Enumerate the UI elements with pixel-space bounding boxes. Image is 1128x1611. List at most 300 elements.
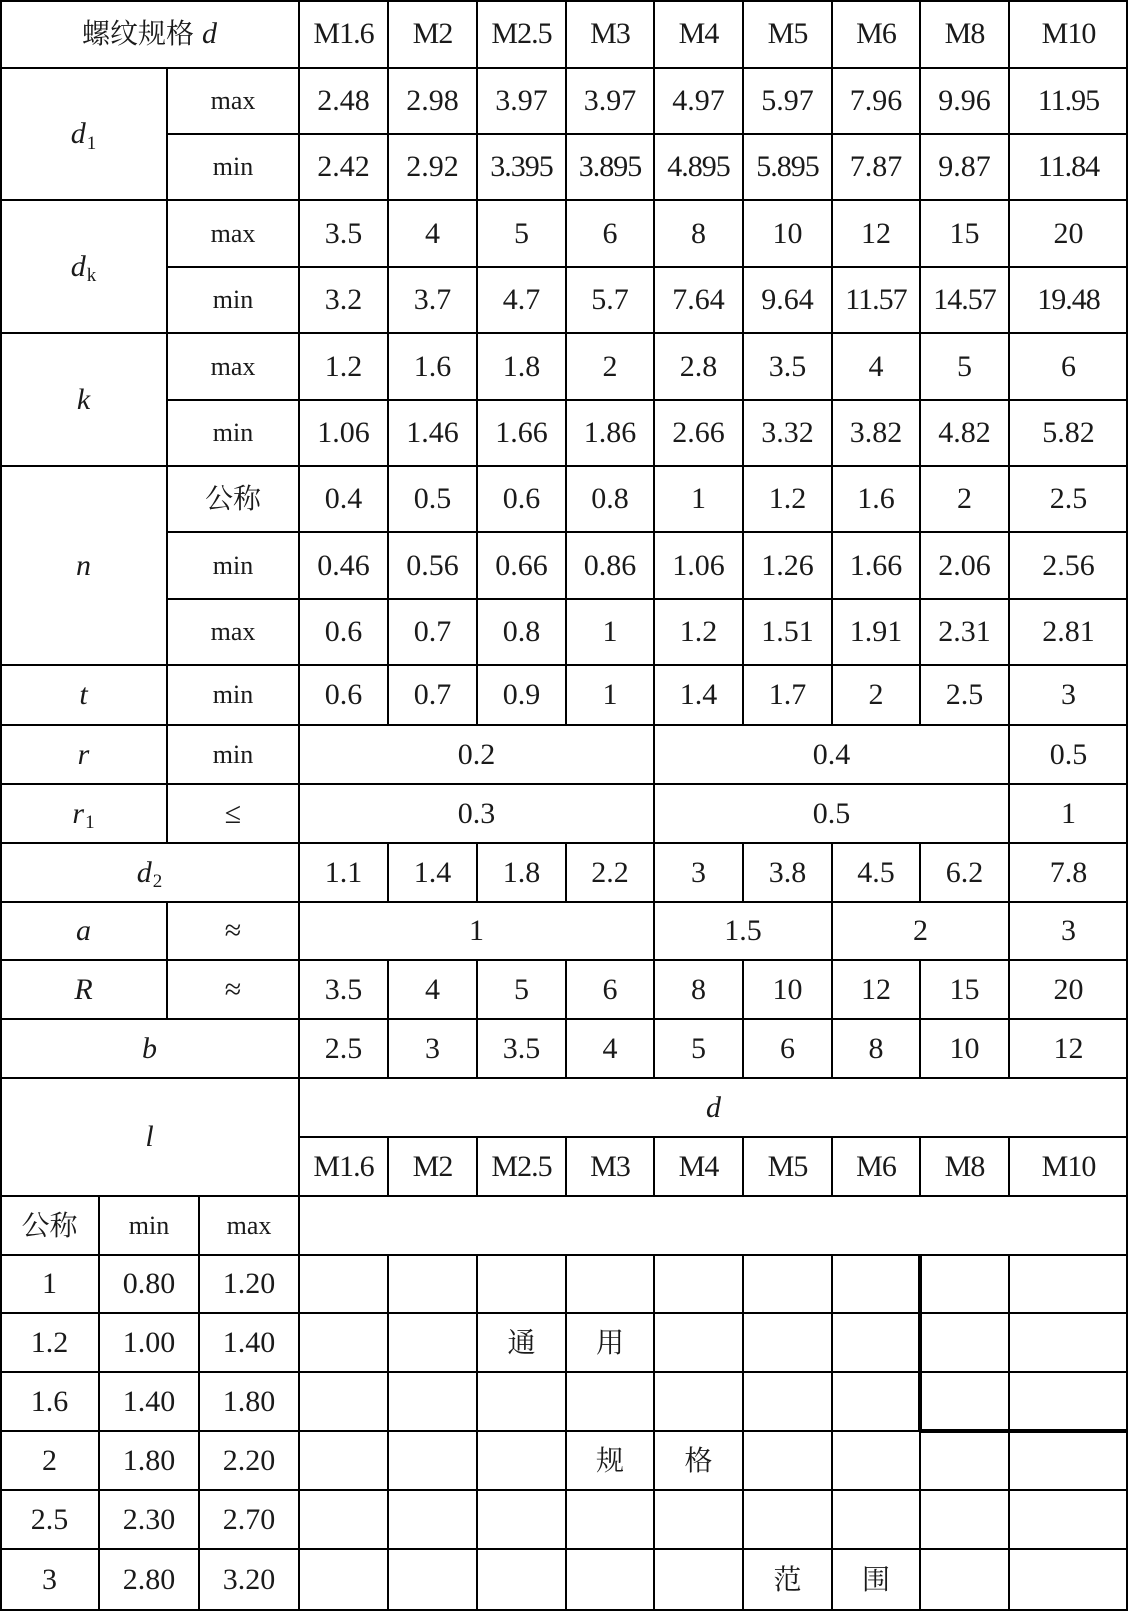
length-nominal-header: [0, 1196, 99, 1255]
d2-value-text: 7.8: [1049, 855, 1088, 889]
grid-line: [0, 1548, 1128, 1550]
n-min-value-text: 0.66: [495, 548, 548, 582]
n-max-value: [654, 599, 743, 665]
d2-value: [477, 843, 566, 902]
d1-max-value: [743, 68, 832, 134]
length-nominal-value: [0, 1372, 99, 1431]
length-min-value: [99, 1372, 199, 1431]
k-max-value: [477, 333, 566, 400]
t-value: [832, 665, 920, 725]
b-value: [477, 1019, 566, 1078]
n-nominal-value-text: 0.4: [324, 482, 363, 515]
d2-value: [566, 843, 654, 902]
r1-value-text: 0.5: [812, 796, 851, 830]
length-size-header: [388, 1137, 477, 1196]
range-label-char-text: 范: [773, 1563, 802, 1596]
range-label-char-text: 通: [507, 1325, 536, 1359]
size-header-text: M2: [412, 17, 453, 50]
length-min-header-text: min: [128, 1210, 170, 1240]
param-d2-symbol-text: d: [136, 855, 152, 889]
d2-value-text: 3: [691, 855, 706, 889]
grid-line: [476, 960, 478, 1078]
range-label-char: [832, 1549, 920, 1611]
b-value-text: 10: [949, 1031, 980, 1065]
d2-value: [1009, 843, 1128, 902]
param-d1-symbol-subscript: 1: [86, 132, 97, 154]
param-a-symbol: [0, 902, 167, 960]
t-value-text: 2: [868, 678, 884, 711]
n-max-value: [832, 599, 920, 665]
dk-min-value-text: 4.7: [502, 283, 541, 316]
a-value: [299, 902, 654, 960]
k-min-value: [920, 400, 1009, 466]
spec-header-var: d: [202, 17, 217, 50]
grid-line: [387, 843, 389, 902]
R-value: [920, 960, 1009, 1019]
k-max-value-text: 2: [602, 349, 618, 383]
d1-min-value: [299, 134, 388, 200]
grid-line: [0, 1195, 1128, 1197]
d1-min-value-text: 7.87: [849, 150, 903, 183]
n-min-value-text: 0.56: [406, 548, 459, 582]
length-nominal-value-text: 3: [42, 1563, 57, 1596]
n-max-value-text: 1: [602, 615, 618, 648]
dk-max-value-text: 12: [861, 216, 891, 250]
param-d1-symbol-text: d: [70, 117, 86, 150]
dk-min-value: [832, 267, 920, 333]
grid-line: [653, 1255, 655, 1611]
range-label-char: [477, 1313, 566, 1372]
qualifier-min: [167, 134, 299, 200]
range-label-char: [743, 1549, 832, 1611]
n-nominal-value: [477, 466, 566, 532]
n-max-value-text: 0.6: [324, 615, 363, 648]
d1-min-value: [832, 134, 920, 200]
grid-line: [919, 843, 921, 902]
k-max-value-text: 5: [957, 349, 972, 383]
b-value: [920, 1019, 1009, 1078]
d1-min-value-text: 4.895: [667, 150, 730, 183]
d1-min-value-text: 9.87: [938, 150, 991, 183]
dk-min-value-text: 5.7: [591, 283, 629, 316]
d2-value: [743, 843, 832, 902]
grid-line: [167, 133, 1128, 135]
grid-line: [0, 783, 1128, 785]
length-symbol: [0, 1078, 299, 1196]
t-value-text: 3: [1061, 678, 1076, 711]
d1-max-value: [832, 68, 920, 134]
n-nominal-value-text: 2.5: [1049, 482, 1088, 515]
grid-line: [1008, 1137, 1010, 1196]
t-value: [1009, 665, 1128, 725]
n-max-value-text: 1.91: [849, 615, 903, 648]
grid-line: [742, 1137, 744, 1196]
R-value: [566, 960, 654, 1019]
length-size-header-text: M4: [678, 1149, 719, 1183]
t-value: [566, 665, 654, 725]
size-header: [920, 0, 1009, 68]
spec-header-label-text: 螺纹规格: [81, 17, 194, 50]
length-max-value-text: 2.20: [222, 1443, 276, 1477]
n-max-value: [299, 599, 388, 665]
n-min-value: [388, 532, 477, 599]
n-max-value: [388, 599, 477, 665]
grid-line: [1008, 902, 1010, 960]
length-min-value-text: 1.00: [122, 1325, 176, 1359]
grid-line: [831, 1255, 833, 1611]
grid-line: [742, 843, 744, 902]
k-min-value-text: 1.46: [406, 416, 459, 449]
grid-line: [0, 842, 1128, 844]
grid-line: [1008, 0, 1010, 725]
dk-min-value: [654, 267, 743, 333]
r1-value-text: 1: [1061, 796, 1076, 830]
size-header: [654, 0, 743, 68]
dk-min-value-text: 7.64: [672, 283, 725, 316]
grid-line: [476, 1137, 478, 1196]
dk-max-value-text: 3.5: [324, 216, 363, 250]
dk-min-value: [920, 267, 1009, 333]
n-max-value-text: 0.8: [502, 615, 541, 648]
grid-line: [653, 725, 655, 843]
r-value-text: 0.4: [812, 737, 851, 771]
n-nominal-value: [566, 466, 654, 532]
dk-max-value: [832, 200, 920, 267]
b-value: [388, 1019, 477, 1078]
dk-min-value-text: 19.48: [1037, 283, 1100, 316]
length-min-value: [99, 1313, 199, 1372]
grid-line: [831, 1137, 833, 1196]
grid-line: [0, 332, 1128, 334]
grid-line: [565, 1137, 567, 1196]
range-label-char-text: 规: [595, 1443, 624, 1477]
dk-max-value: [1009, 200, 1128, 267]
length-d-header-text: d: [706, 1090, 721, 1124]
param-d2-symbol-subscript: 2: [152, 871, 163, 892]
length-max-value-text: 1.80: [222, 1384, 276, 1418]
d2-value: [832, 843, 920, 902]
param-b-symbol: [0, 1019, 299, 1078]
length-size-header-text: M3: [590, 1149, 630, 1183]
grid-line: [0, 901, 1128, 903]
d2-value-text: 2.2: [591, 855, 629, 889]
t-value: [654, 665, 743, 725]
length-nominal-header-text: 公称: [21, 1208, 78, 1242]
r1-value: [299, 784, 654, 843]
d2-value-text: 1.8: [502, 855, 541, 889]
n-max-value: [1009, 599, 1128, 665]
k-max-value: [832, 333, 920, 400]
n-min-value-text: 2.56: [1042, 548, 1095, 582]
k-min-value-text: 2.66: [672, 416, 725, 449]
size-header-text: M2.5: [491, 17, 552, 50]
d1-min-value-text: 2.92: [406, 150, 459, 183]
grid-line: [0, 724, 1128, 726]
b-value-text: 2.5: [324, 1031, 363, 1065]
R-value: [299, 960, 388, 1019]
dk-max-value-text: 8: [691, 216, 706, 250]
length-nominal-value-text: 1: [42, 1267, 57, 1300]
qualifier-max: [167, 68, 299, 134]
k-max-value: [299, 333, 388, 400]
d1-max-value: [477, 68, 566, 134]
qualifier-min-text: min: [212, 285, 254, 314]
n-min-value-text: 1.66: [849, 548, 903, 582]
param-r-symbol-text: r: [77, 737, 90, 771]
k-min-value-text: 3.82: [849, 416, 903, 449]
k-min-value: [477, 400, 566, 466]
d1-min-value: [477, 134, 566, 200]
n-nominal-value: [1009, 466, 1128, 532]
grid-line: [0, 0, 2, 1611]
b-value-text: 5: [691, 1031, 706, 1065]
k-max-value-text: 1.6: [413, 349, 452, 383]
dk-max-value-text: 6: [602, 216, 618, 250]
R-value-text: 4: [425, 972, 440, 1006]
n-min-value-text: 2.06: [938, 548, 991, 582]
qualifier-approx: [167, 902, 299, 960]
b-value-text: 12: [1053, 1031, 1084, 1065]
param-dk-symbol: [0, 200, 167, 333]
size-header: [1009, 0, 1128, 68]
grid-line: [565, 843, 567, 902]
qualifier-approx-text: ≈: [224, 972, 242, 1006]
r1-value: [654, 784, 1009, 843]
n-max-value: [743, 599, 832, 665]
t-value: [743, 665, 832, 725]
length-size-header: [832, 1137, 920, 1196]
size-header: [832, 0, 920, 68]
t-value: [477, 665, 566, 725]
param-n-symbol: [0, 466, 167, 665]
dk-max-value-text: 10: [772, 216, 803, 250]
length-nominal-value: [0, 1490, 99, 1549]
grid-line: [919, 0, 921, 725]
dk-max-value: [743, 200, 832, 267]
r-value: [654, 725, 1009, 784]
grid-line: [565, 1255, 567, 1611]
t-value-text: 0.7: [413, 678, 452, 711]
R-value: [654, 960, 743, 1019]
grid-line: [0, 1254, 1128, 1256]
range-label-char: [566, 1431, 654, 1490]
k-min-value: [566, 400, 654, 466]
R-value: [1009, 960, 1128, 1019]
qualifier-approx-text: ≈: [224, 914, 242, 947]
n-nominal-value-text: 1.6: [857, 482, 895, 515]
dk-min-value: [566, 267, 654, 333]
dk-max-value-text: 4: [425, 216, 440, 250]
length-size-header-text: M5: [767, 1149, 808, 1183]
param-k-symbol-text: k: [76, 382, 91, 416]
t-value-text: 2.5: [945, 678, 984, 711]
length-size-header: [1009, 1137, 1128, 1196]
range-label-char-text: 格: [684, 1443, 713, 1477]
qualifier-min: [167, 400, 299, 466]
qualifier-max: [167, 599, 299, 665]
n-min-value: [654, 532, 743, 599]
k-min-value-text: 1.86: [583, 416, 637, 449]
grid-line: [298, 0, 300, 1611]
n-min-value: [1009, 532, 1128, 599]
length-symbol-text: l: [145, 1120, 154, 1153]
grid-line: [0, 0, 1128, 2]
n-min-value-text: 1.26: [761, 548, 814, 582]
r-value-text: 0.2: [457, 737, 496, 771]
n-nominal-value-text: 2: [957, 482, 972, 515]
grid-line: [166, 902, 168, 1019]
length-nominal-value: [0, 1313, 99, 1372]
a-value-text: 3: [1061, 914, 1076, 947]
length-size-header: [299, 1137, 388, 1196]
grid-line: [742, 0, 744, 725]
b-value: [1009, 1019, 1128, 1078]
k-max-value-text: 1.2: [324, 349, 363, 383]
dk-min-value: [299, 267, 388, 333]
grid-line: [198, 1196, 200, 1611]
grid-line: [167, 266, 1128, 268]
size-header-text: M3: [590, 17, 630, 50]
range-label-char: [654, 1431, 743, 1490]
qualifier-nominal-text: 公称: [204, 482, 261, 515]
n-min-value: [920, 532, 1009, 599]
grid-line: [1008, 843, 1010, 902]
d1-min-value: [743, 134, 832, 200]
length-d-header: [299, 1078, 1128, 1137]
qualifier-min: [167, 532, 299, 599]
dk-min-value-text: 14.57: [933, 283, 996, 316]
d1-max-value-text: 4.97: [672, 84, 725, 117]
n-max-value: [477, 599, 566, 665]
d2-value-text: 4.5: [857, 855, 895, 889]
d1-max-value: [654, 68, 743, 134]
k-min-value: [654, 400, 743, 466]
n-max-value-text: 1.2: [679, 615, 718, 648]
size-header: [388, 0, 477, 68]
dk-max-value: [299, 200, 388, 267]
param-R-symbol-text: R: [74, 972, 93, 1006]
length-max-header-text: max: [226, 1210, 272, 1240]
length-nominal-value-text: 1.6: [30, 1384, 69, 1418]
dk-max-value-text: 20: [1053, 216, 1084, 250]
grid-line: [387, 1137, 389, 1196]
n-min-value-text: 1.06: [672, 548, 725, 582]
dk-max-value: [654, 200, 743, 267]
param-dk-symbol-subscript: k: [86, 265, 97, 286]
qualifier-max: [167, 333, 299, 400]
grid-line: [831, 902, 833, 960]
length-min-value: [99, 1490, 199, 1549]
length-min-value-text: 0.80: [122, 1267, 176, 1300]
R-value-text: 10: [772, 972, 803, 1006]
grid-line: [565, 0, 567, 725]
R-value: [388, 960, 477, 1019]
size-header-text: M5: [767, 17, 808, 50]
length-min-header: [99, 1196, 199, 1255]
grid-line: [0, 1371, 1128, 1373]
n-min-value: [477, 532, 566, 599]
length-max-value: [199, 1431, 299, 1490]
d1-max-value: [299, 68, 388, 134]
param-d1-symbol: [0, 68, 167, 200]
size-header: [566, 0, 654, 68]
k-max-value: [920, 333, 1009, 400]
k-max-value-text: 3.5: [768, 349, 807, 383]
qualifier-min-text: min: [212, 418, 254, 447]
grid-line: [742, 1255, 744, 1611]
R-value-text: 12: [861, 972, 891, 1006]
d1-max-value: [920, 68, 1009, 134]
d1-min-value-text: 3.895: [578, 150, 642, 183]
r-value: [299, 725, 654, 784]
d1-max-value-text: 11.95: [1037, 84, 1100, 117]
n-nominal-value-text: 1: [691, 482, 706, 515]
R-value-text: 3.5: [324, 972, 363, 1006]
size-header: [743, 0, 832, 68]
grid-line: [0, 959, 1128, 961]
n-max-value: [920, 599, 1009, 665]
range-label-char: [566, 1313, 654, 1372]
d1-max-value-text: 9.96: [938, 84, 991, 117]
grid-line: [653, 902, 655, 960]
grid-line: [920, 1429, 1128, 1433]
qualifier-min-text: min: [212, 680, 254, 709]
length-nominal-value: [0, 1549, 99, 1611]
d1-max-value-text: 3.97: [583, 84, 637, 117]
dk-min-value-text: 11.57: [845, 283, 907, 316]
d2-value-text: 1.4: [413, 855, 452, 889]
n-min-value-text: 0.86: [583, 548, 637, 582]
param-t-symbol: [0, 665, 167, 725]
grid-line: [167, 399, 1128, 401]
size-header: [477, 0, 566, 68]
grid-line: [0, 664, 1128, 666]
dk-min-value-text: 3.7: [413, 283, 452, 316]
grid-line: [0, 1489, 1128, 1491]
d2-value: [920, 843, 1009, 902]
dk-min-value-text: 3.2: [324, 283, 363, 316]
dk-max-value: [477, 200, 566, 267]
n-nominal-value-text: 0.5: [413, 482, 452, 515]
k-min-value: [299, 400, 388, 466]
length-min-value: [99, 1431, 199, 1490]
length-max-value: [199, 1549, 299, 1611]
a-value: [654, 902, 832, 960]
k-max-value: [1009, 333, 1128, 400]
length-max-value: [199, 1255, 299, 1313]
r1-value-text: 0.3: [457, 796, 496, 830]
d1-min-value-text: 11.84: [1037, 150, 1100, 183]
k-min-value-text: 4.82: [938, 416, 991, 449]
dk-max-value: [920, 200, 1009, 267]
qualifier-le-text: ≤: [224, 796, 242, 830]
grid-line: [387, 960, 389, 1078]
b-value-text: 8: [868, 1031, 884, 1065]
t-value-text: 0.9: [502, 678, 541, 711]
size-header-text: M6: [856, 17, 896, 50]
d1-min-value-text: 5.895: [756, 150, 819, 183]
k-max-value: [388, 333, 477, 400]
b-value: [654, 1019, 743, 1078]
length-min-value-text: 1.80: [122, 1443, 176, 1477]
length-nominal-value-text: 2.5: [30, 1502, 69, 1536]
b-value: [299, 1019, 388, 1078]
d1-min-value: [388, 134, 477, 200]
length-size-header: [743, 1137, 832, 1196]
length-size-header: [566, 1137, 654, 1196]
n-max-value: [566, 599, 654, 665]
dk-min-value: [388, 267, 477, 333]
